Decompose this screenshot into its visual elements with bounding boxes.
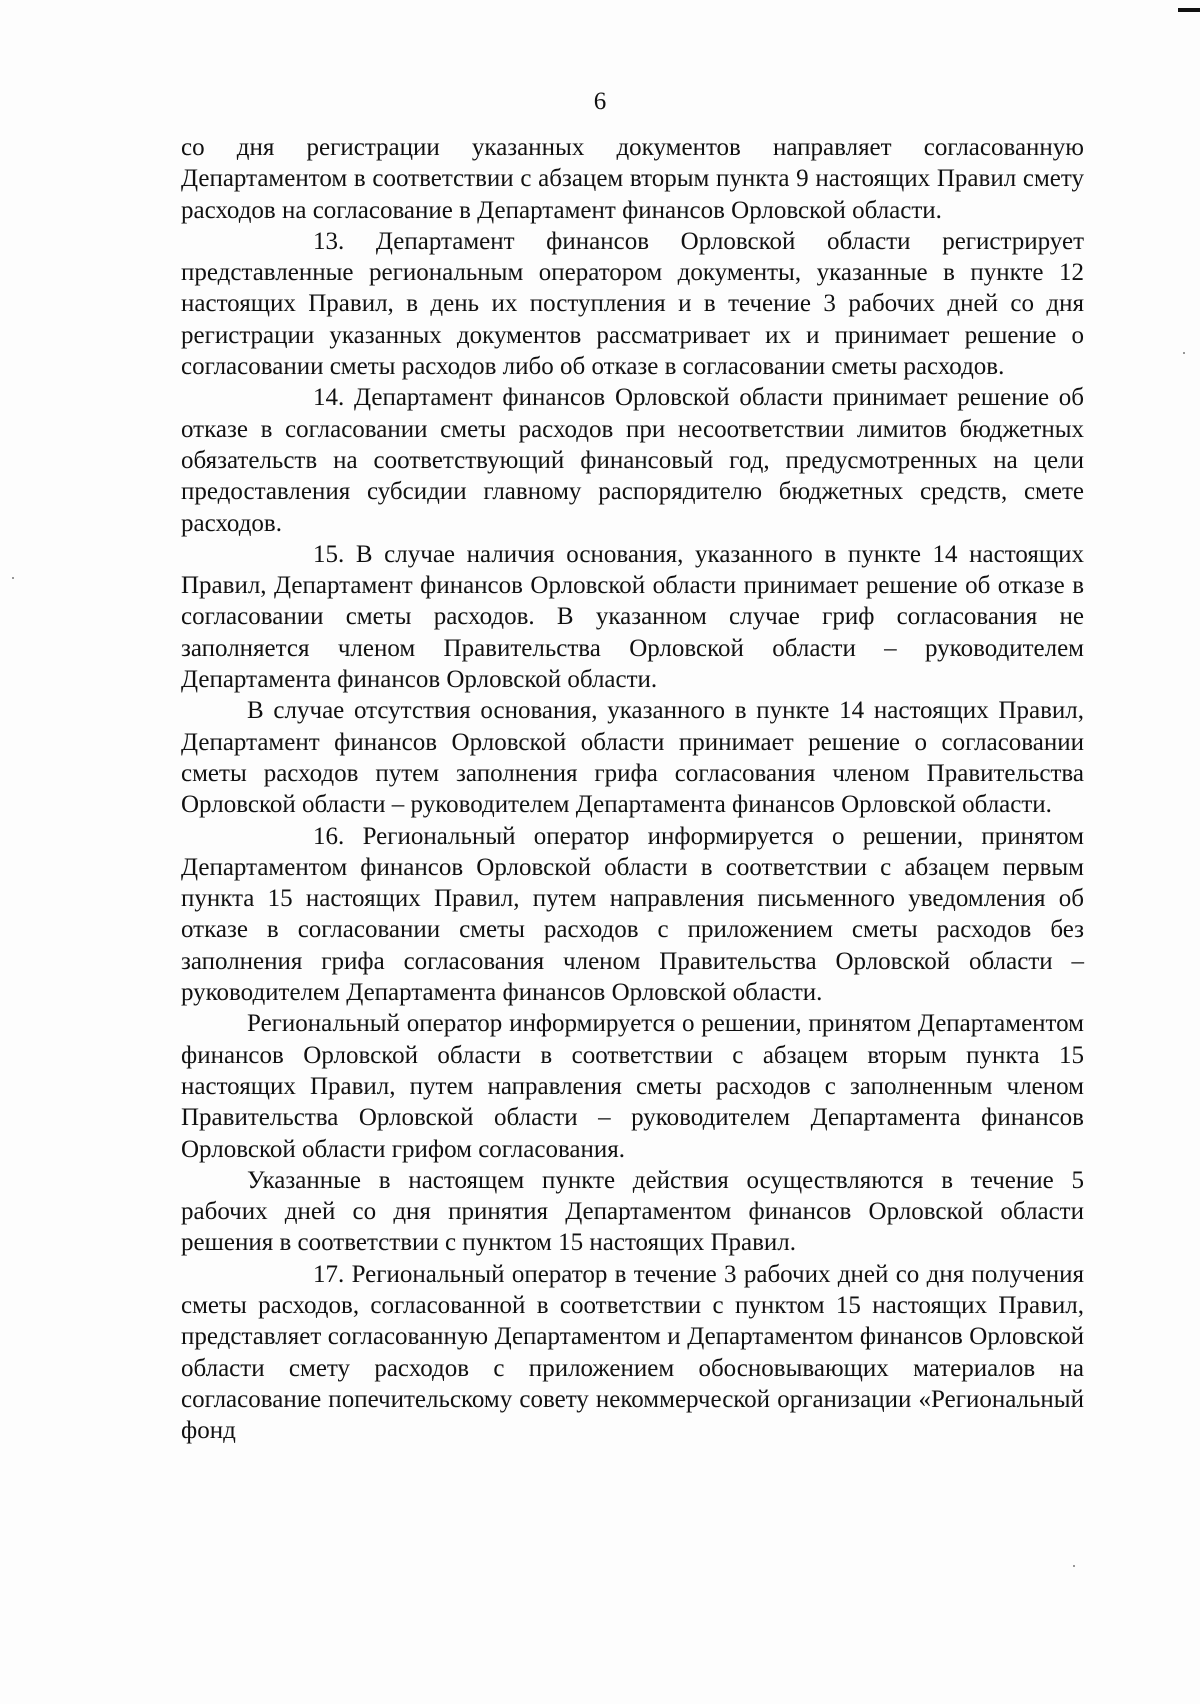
- page-number: 6: [593, 88, 607, 115]
- paragraph-16-part-3: [181, 1165, 1084, 1259]
- paragraph-number: 13.: [313, 227, 345, 255]
- scan-speck: [1073, 1565, 1075, 1567]
- paragraph-16: [181, 821, 1084, 1009]
- paragraph-text: со дня регистрации указанных документов направляет согласованную Департаментом в соответствии с абзацем вторым пункта 9 настоящих Правил смету расходов на согласование в Департамент финансов Орловской области.: [181, 134, 1084, 224]
- paragraph-text: Региональный оператор информируется о решении, принятом Департаментом финансов Орловской области в соответствии с абзацем первым пункта 15 настоящих Правил, путем направления письменного уведомления об отказе в согласовании сметы расходов с приложением сметы расходов без заполнения грифа согласования членом Правительства Орловской области – руководителем Департамента финансов Орловской области.: [181, 822, 1084, 1007]
- scan-speck: [12, 577, 14, 579]
- scan-edge-mark: [1178, 8, 1200, 12]
- paragraph-13: [181, 226, 1084, 382]
- paragraph-text: Региональный оператор в течение 3 рабочих дней со дня получения сметы расходов, согласованной в соответствии с пунктом 15 настоящих Правил, представляет согласованную Департаментом и Департаментом финансов Орловской области смету расходов с приложением обосновывающих материалов на согласование попечительскому совету некоммерческой организации «Региональный фонд: [181, 1260, 1084, 1445]
- paragraph-15-part-2: [181, 695, 1084, 820]
- paragraph-14: [181, 382, 1084, 538]
- document-body: [181, 132, 1084, 1446]
- paragraph-16-part-2: [181, 1008, 1084, 1164]
- paragraph-15: [181, 539, 1084, 695]
- paragraph-number: 16.: [313, 822, 345, 850]
- paragraph-number: 17.: [313, 1260, 345, 1288]
- paragraph-text: Департамент финансов Орловской области принимает решение об отказе в согласовании сметы расходов при несоответствии лимитов бюджетных обязательств на соответствующий финансовый год, предусмотренных на цели предоставления субсидии главному распорядителю бюджетных средств, смете расходов.: [181, 384, 1085, 537]
- paragraph-text: Департамент финансов Орловской области регистрирует представленные региональным оператором документы, указанные в пункте 12 настоящих Правил, в день их поступления и в течение 3 рабочих дней со дня регистрации указанных документов рассматривает их и принимает решение о согласовании сметы расходов либо об отказе в согласовании сметы расходов.: [181, 227, 1084, 381]
- paragraph-number: 14.: [313, 384, 345, 412]
- paragraph-17: [181, 1259, 1084, 1447]
- paragraph-text: В случае отсутствия основания, указанного в пункте 14 настоящих Правил, Департамент финансов Орловской области принимает решение о согласовании сметы расходов путем заполнения грифа согласования членом Правительства Орловской области – руководителем Департамента финансов Орловской области.: [181, 697, 1084, 819]
- paragraph-text: В случае наличия основания, указанного в пункте 14 настоящих Правил, Департамент финансов Орловской области принимает решение об отказе в согласовании сметы расходов. В указанном случае гриф согласования не заполняется членом Правительства Орловской области – руководителем Департамента финансов Орловской области.: [181, 540, 1084, 694]
- paragraph-number: 15.: [313, 540, 345, 568]
- paragraph-text: Указанные в настоящем пункте действия осуществляются в течение 5 рабочих дней со дня принятия Департаментом финансов Орловской области решения в соответствии с пунктом 15 настоящих Правил.: [181, 1166, 1084, 1257]
- paragraph-text: Региональный оператор информируется о решении, принятом Департаментом финансов Орловской области в соответствии с абзацем вторым пункта 15 настоящих Правил, путем направления сметы расходов с заполненным членом Правительства Орловской области – руководителем Департамента финансов Орловской области грифом согласования.: [181, 1010, 1084, 1163]
- scan-speck: [1183, 352, 1185, 354]
- paragraph-12-continuation: [181, 132, 1084, 226]
